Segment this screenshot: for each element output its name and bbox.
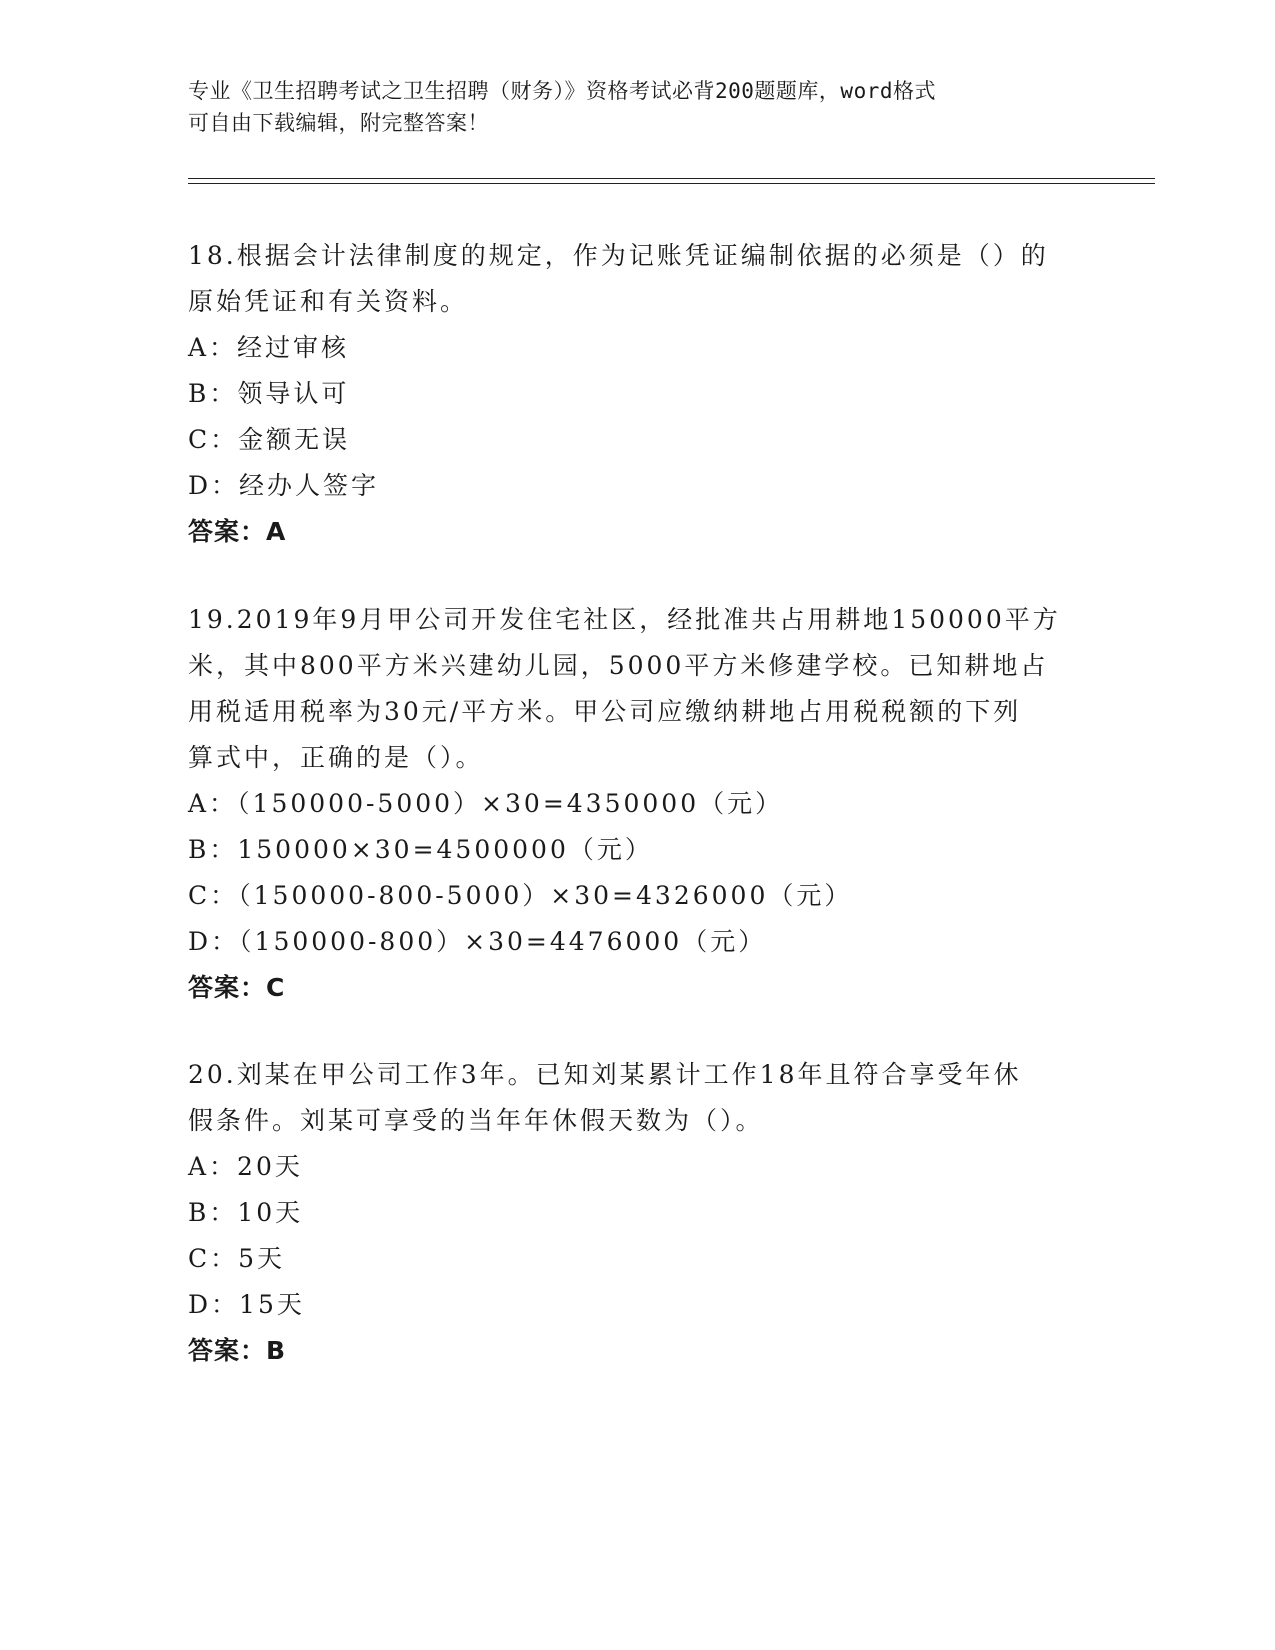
question-20 <box>188 1052 1088 1374</box>
option-b: B：150000×30=4500000（元） <box>188 835 653 864</box>
header-divider-top <box>188 178 1155 179</box>
option-c: C：金额无误 <box>188 425 351 454</box>
question-stem-line: 米，其中800平方米兴建幼儿园，5000平方米修建学校。已知耕地占 <box>188 651 1049 680</box>
answer-label: 答案：C <box>188 973 286 1002</box>
question-18 <box>188 233 1088 555</box>
option-d: D：（150000-800）×30=4476000（元） <box>188 927 767 956</box>
option-c: C：5天 <box>188 1244 286 1273</box>
answer-label: 答案：B <box>188 1336 287 1365</box>
option-a: A：（150000-5000）×30=4350000（元） <box>188 789 784 818</box>
question-stem-line: 假条件。刘某可享受的当年年休假天数为（）。 <box>188 1106 764 1135</box>
question-stem-line: 18.根据会计法律制度的规定，作为记账凭证编制依据的必须是（）的 <box>188 241 1049 270</box>
question-stem-line: 19.2019年9月甲公司开发住宅社区，经批准共占用耕地150000平方 <box>188 605 1061 634</box>
option-c: C：（150000-800-5000）×30=4326000（元） <box>188 881 853 910</box>
option-a: A：20天 <box>188 1152 303 1181</box>
question-stem-line: 用税适用税率为30元/平方米。甲公司应缴纳耕地占用税税额的下列 <box>188 697 1022 726</box>
question-stem-line: 20.刘某在甲公司工作3年。已知刘某累计工作18年且符合享受年休 <box>188 1060 1022 1089</box>
header-divider-bottom <box>188 183 1155 184</box>
question-stem-line: 原始凭证和有关资料。 <box>188 287 469 316</box>
option-a: A：经过审核 <box>188 333 350 362</box>
question-19 <box>188 597 1088 1011</box>
option-d: D：15天 <box>188 1290 305 1319</box>
option-b: B：10天 <box>188 1198 304 1227</box>
document-header <box>188 75 1088 139</box>
option-d: D：经办人签字 <box>188 471 380 500</box>
option-b: B：领导认可 <box>188 379 350 408</box>
answer-label: 答案：A <box>188 517 287 546</box>
header-title-line-1: 专业《卫生招聘考试之卫生招聘（财务）》资格考试必背200题题库，word格式 <box>188 79 936 103</box>
question-stem-line: 算式中，正确的是（）。 <box>188 743 484 772</box>
header-title-line-2: 可自由下载编辑，附完整答案！ <box>188 111 489 135</box>
